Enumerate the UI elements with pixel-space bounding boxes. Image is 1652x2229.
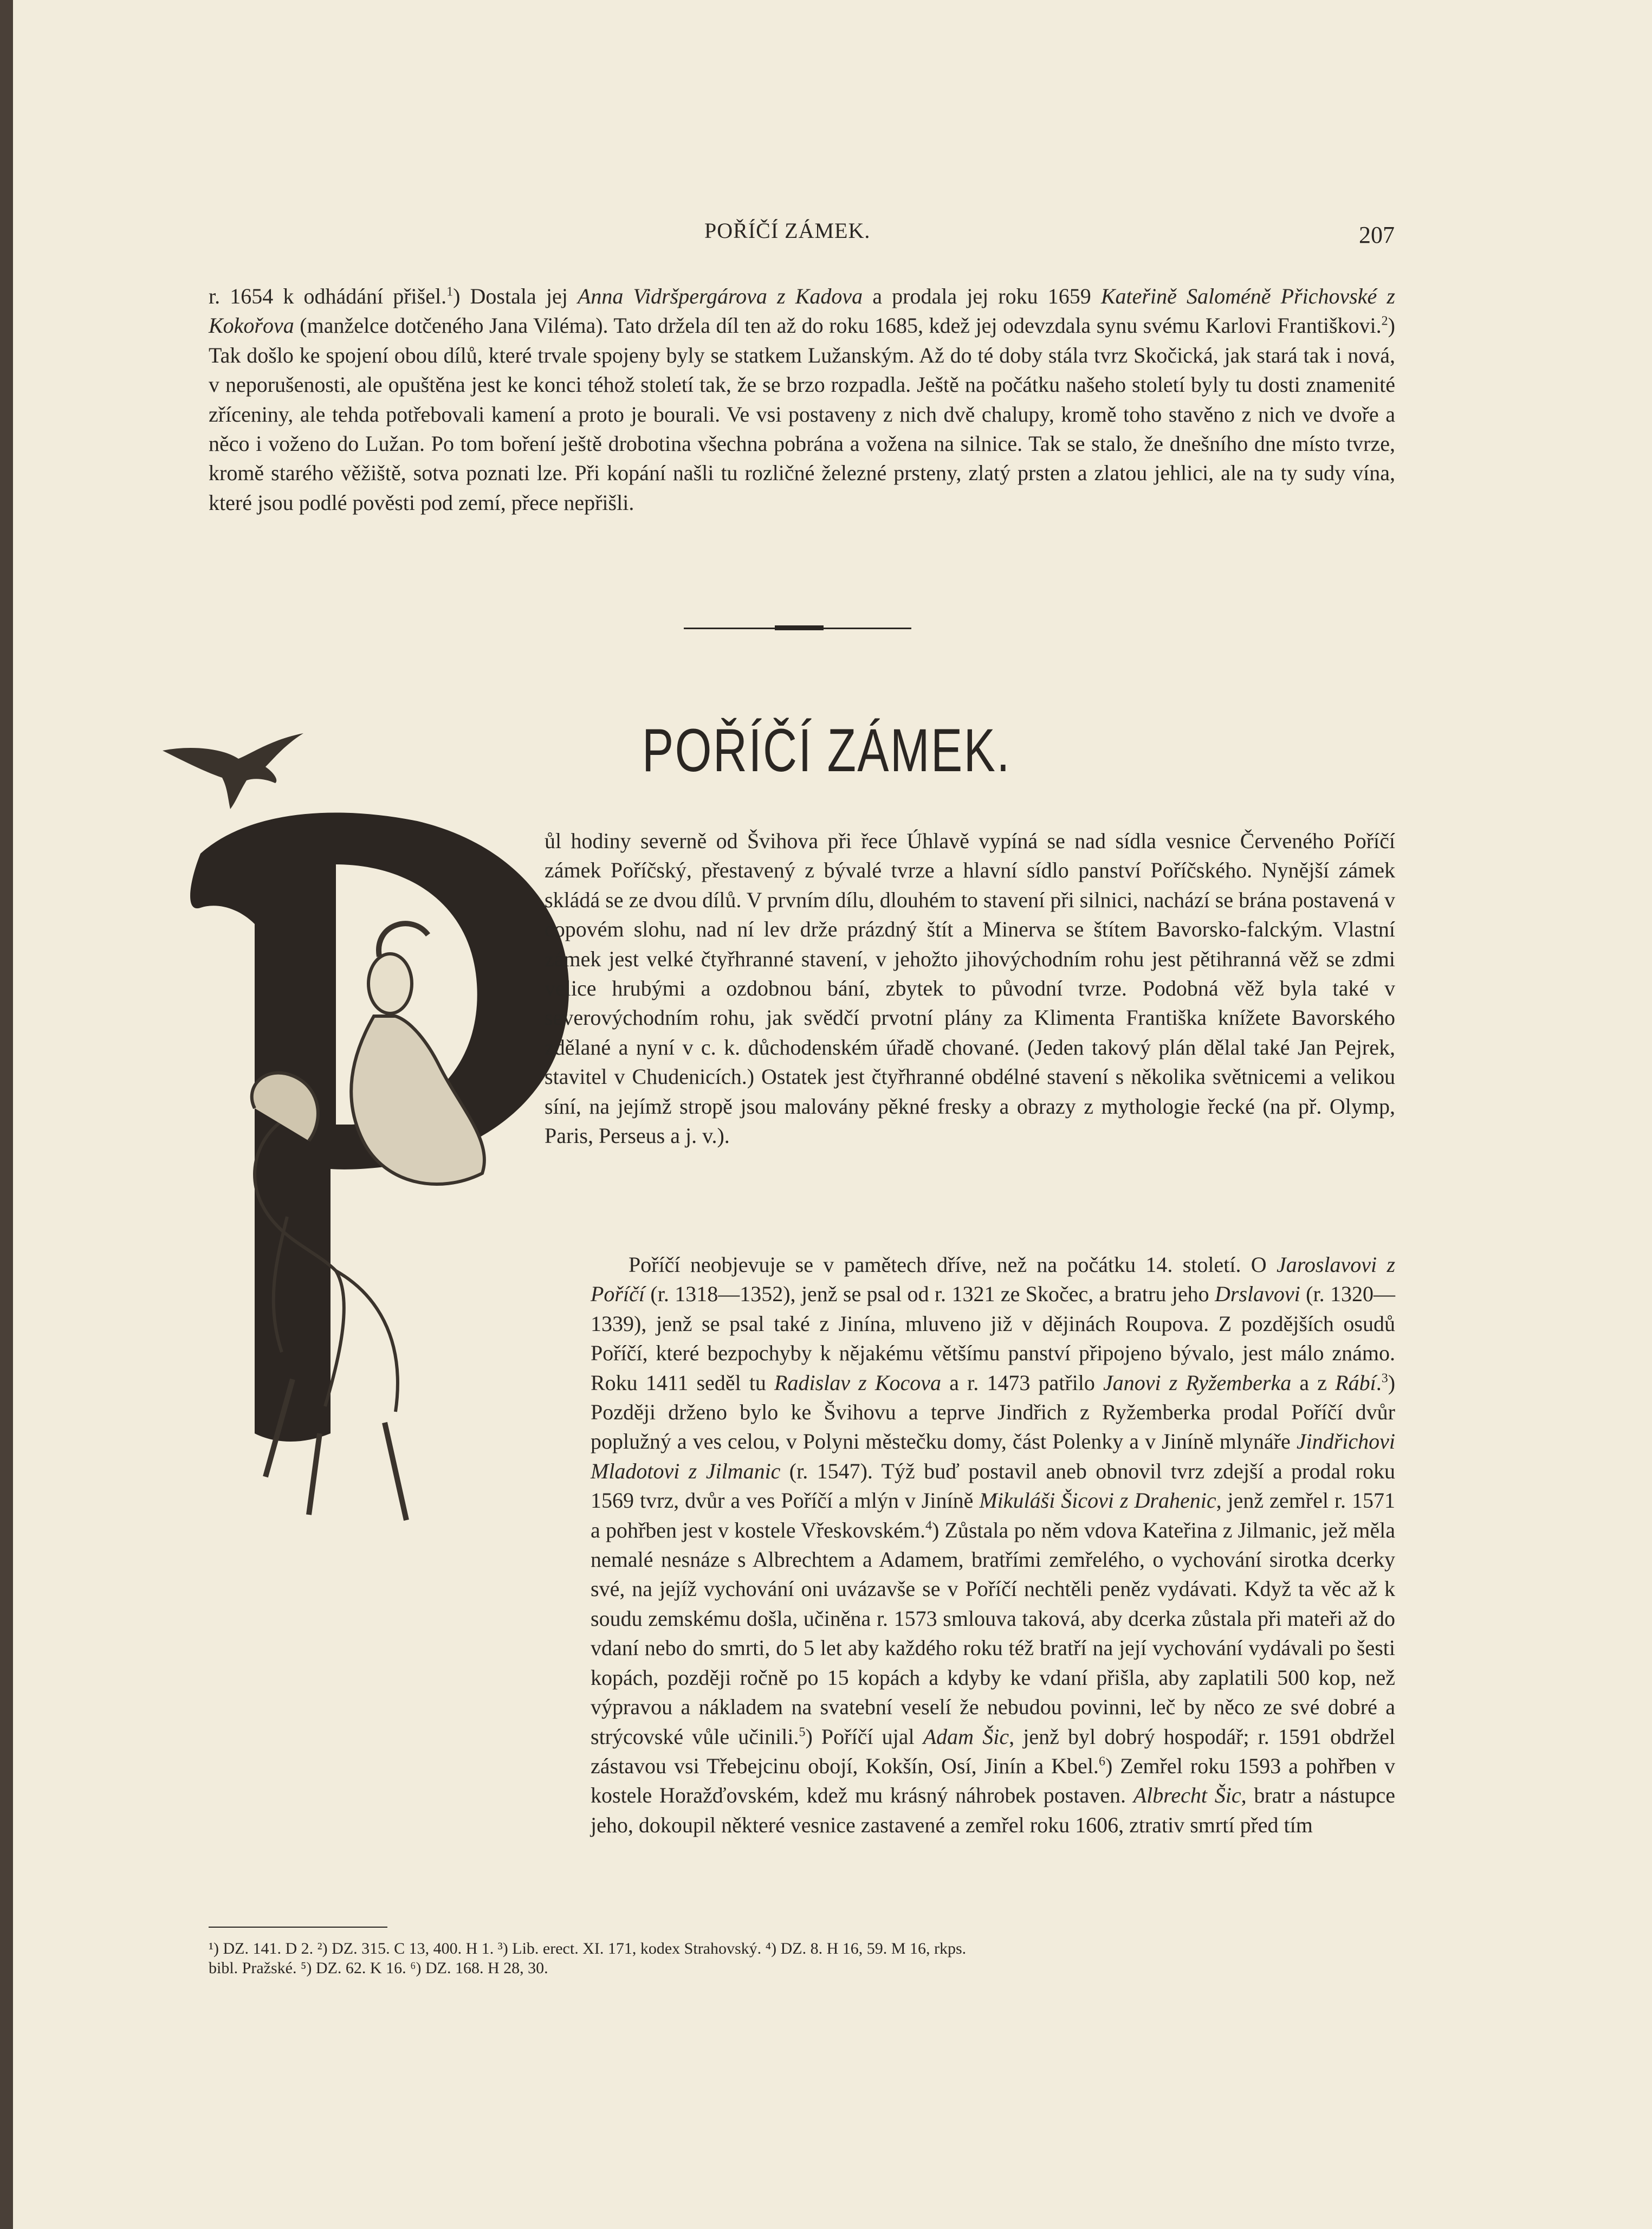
page-number: 207 [1359, 222, 1395, 248]
illustrated-drop-cap [157, 729, 580, 1574]
person-name: Janovi z Ryžemberka [1103, 1370, 1292, 1395]
person-name: Jaroslavovi z Poříčí [591, 1252, 1396, 1307]
section-paragraph-2: Poříčí neobjevuje se v pamětech dříve, než na počátku 14. století. O Jaroslavovi z Poříčí (r. 1318—1352), jenž se psal od r. 1321 ze Skočec, a bratru jeho Drslavovi (r. 1320—1339), jenž se psal také z Jinína, mluveno již v dějinách Roupova. Z pozdějších osudů Poříčí, které bezpochyby k nějakému většímu panství připojeno bývalo, jest málo známo. Roku 1411 seděl tu Radislav z Kocova a r. 1473 patřilo Janovi z Ryžemberka a z Rábí.$^3$) Později drženo bylo ke Švihovu a teprve Jindřich z Ryžemberka prodal Poříčí dvůr poplužný a ves celou, v Polyni městečku domy, část Polenky a v Jiníně mlynáře Jindřichovi Mladotovi z Jilmanic (r. 1547). Týž buď postavil aneb obnovil tvrz zdejší a prodal roku 1569 tvrz, dvůr a ves Poříčí a mlýn v Jiníně Mikuláši Šicovi z Drahenic, jenž zemřel r. 1571 a pohřben jest v kostele Vřeskovském.$^4$) Zůstala po něm vdova Kateřina z Jilmanic, jež měla nemalé nesnáze s Albrechtem a Adamem, bratřími zemřelého, o vychování sirotka dcerky své, na jejíž vychování oni uvázavše se v Poříčí nechtěli peněz vydávati. Když ta věc až k soudu zemskému došla, učiněna r. 1573 smlouva taková, aby dcerka zůstala při mateři až do vdaní nebo do smrti, do 5 let aby každého roku též bratří na její vychování vydávali po šesti kopách, později ročně po 15 kopách a kdyby ke vdaní přišla, aby zaplatili 500 kop, než výpravou a nákladem na svatební veselí že nebudou povinni, leč by něco ze své dobré a strýcovské vůle učinili.$^5$) Poříčí ujal Adam Šic, jenž byl dobrý hospodář; r. 1591 obdržel zástavou vsi Třebejcinu obojí, Kokšín, Osí, Jinín a Kbel.$^6$) Zemřel roku 1593 a pohřben v kostele Horažďovském, kdež mu krásný náhrobek postaven. Albrecht Šic, bratr a nástupce jeho, dokoupil některé vesnice zastavené a zemřel roku 1606, ztrativ smrtí před tím [591, 1252, 1396, 1837]
person-name: Albrecht Šic [1133, 1783, 1241, 1808]
person-name: Drslavovi [1215, 1282, 1300, 1307]
running-title: POŘÍČÍ ZÁMEK. [704, 218, 871, 243]
person-name: Anna Vidršpergárova z Kadova [577, 284, 863, 308]
continuation-paragraph: r. 1654 k odhádání přišel.$^1$) Dostala jej Anna Vidršpergárova z Kadova a prodala jej roku 1659 Kateřině Saloméně Přichovské z Kokořova (manželce dotčeného Jana Viléma). Tato držela díl ten až do roku 1685, kdež jej odevzdala synu svému Karlovi Františkovi.$^2$) Tak došlo ke spojení obou dílů, které trvale spojeny byly se statkem Lužanským. Až do té doby stála tvrz Skočická, jak stará tak i nová, v neporušenosti, ale opuštěna jest ke konci téhož století tak, že se brzo rozpadla. Ještě na počátku našeho století byly tu dosti znamenité zříceniny, ale tehda potřebovali kamení a proto je bourali. Ve vsi postaveny z nich dvě chalupy, kromě toho stavěno z nich ve dvoře a něco i voženo do Lužan. Po tom boření ještě drobotina všechna pobrána a vožena na silnice. Tak se stalo, že dnešního dne místo tvrze, kromě starého věžiště, sotva poznati lze. Při kopání našli tu rozličné železné prsteny, zlatý prsten a zlatou jehlici, ale na ty sudy vína, které jsou podlé pověsti pod zemí, přece nepřišli. [209, 284, 1395, 515]
footnotes [209, 1939, 1395, 1978]
page-edge [0, 0, 13, 2229]
section-divider-center [775, 625, 824, 630]
person-name: Adam Šic [923, 1724, 1009, 1749]
person-name: Radislav z Kocova [774, 1370, 942, 1395]
footnote-line: bibl. Pražské. ⁵) DZ. 62. K 16. ⁶) DZ. 168. H 28, 30. [209, 1959, 548, 1977]
bird-illustration [163, 733, 303, 809]
place-name: Rábí [1335, 1370, 1376, 1395]
footnote-line: ¹) DZ. 141. D 2. ²) DZ. 315. C 13, 400. H 1. ³) Lib. erect. XI. 171, kodex Strahovský. ⁴) DZ. 8. H 16, 59. M 16, rkps. [209, 1940, 967, 1957]
person-name: Kateřině Saloméně Přichovské z Kokořova [209, 284, 1395, 338]
footnote-rule [209, 1927, 387, 1928]
person-name: Mikuláši Šicovi z Drahenic [979, 1488, 1216, 1513]
section-title: POŘÍČÍ ZÁMEK. [642, 716, 1011, 784]
person-name: Jindřichovi Mladotovi z Jilmanic [591, 1429, 1395, 1483]
section-paragraph-1: ůl hodiny severně od Švihova při řece Úhlavě vypíná se nad sídla vesnice Červeného Poříčí zámek Poříčský, přestavený z bývalé tvrze a hlavní sídlo panství Poříčského. Nynější zámek skládá se ze dvou dílů. V prvním dílu, dlouhém to stavení při silnici, nachází se brána postavená v copovém slohu, nad ní lev drže prázdný štít a Minerva se štítem Bavorsko-falckým. Vlastní zámek jest velké čtyřhranné stavení, v jehožto jihovýchodním rohu jest pětihranná věž se zdmi velice hrubými a ozdobnou bání, zbytek to původní tvrze. Podobná věž byla také v severovýchodním rohu, jak svědčí prvotní plány za Klimenta Františka knížete Bavorského zdělané a nyní v c. k. důchodenském úřadě chované. (Jeden takový plán dělal také Jan Pejrek, stavitel v Chudenicích.) Ostatek jest čtyřhranné obdélné stavení s několika světnicemi a velikou síní, na jejímž stropě jsou malovány pěkné fresky a obrazy z mythologie řecké (na př. Olymp, Paris, Perseus a j. v.). [545, 829, 1395, 1148]
